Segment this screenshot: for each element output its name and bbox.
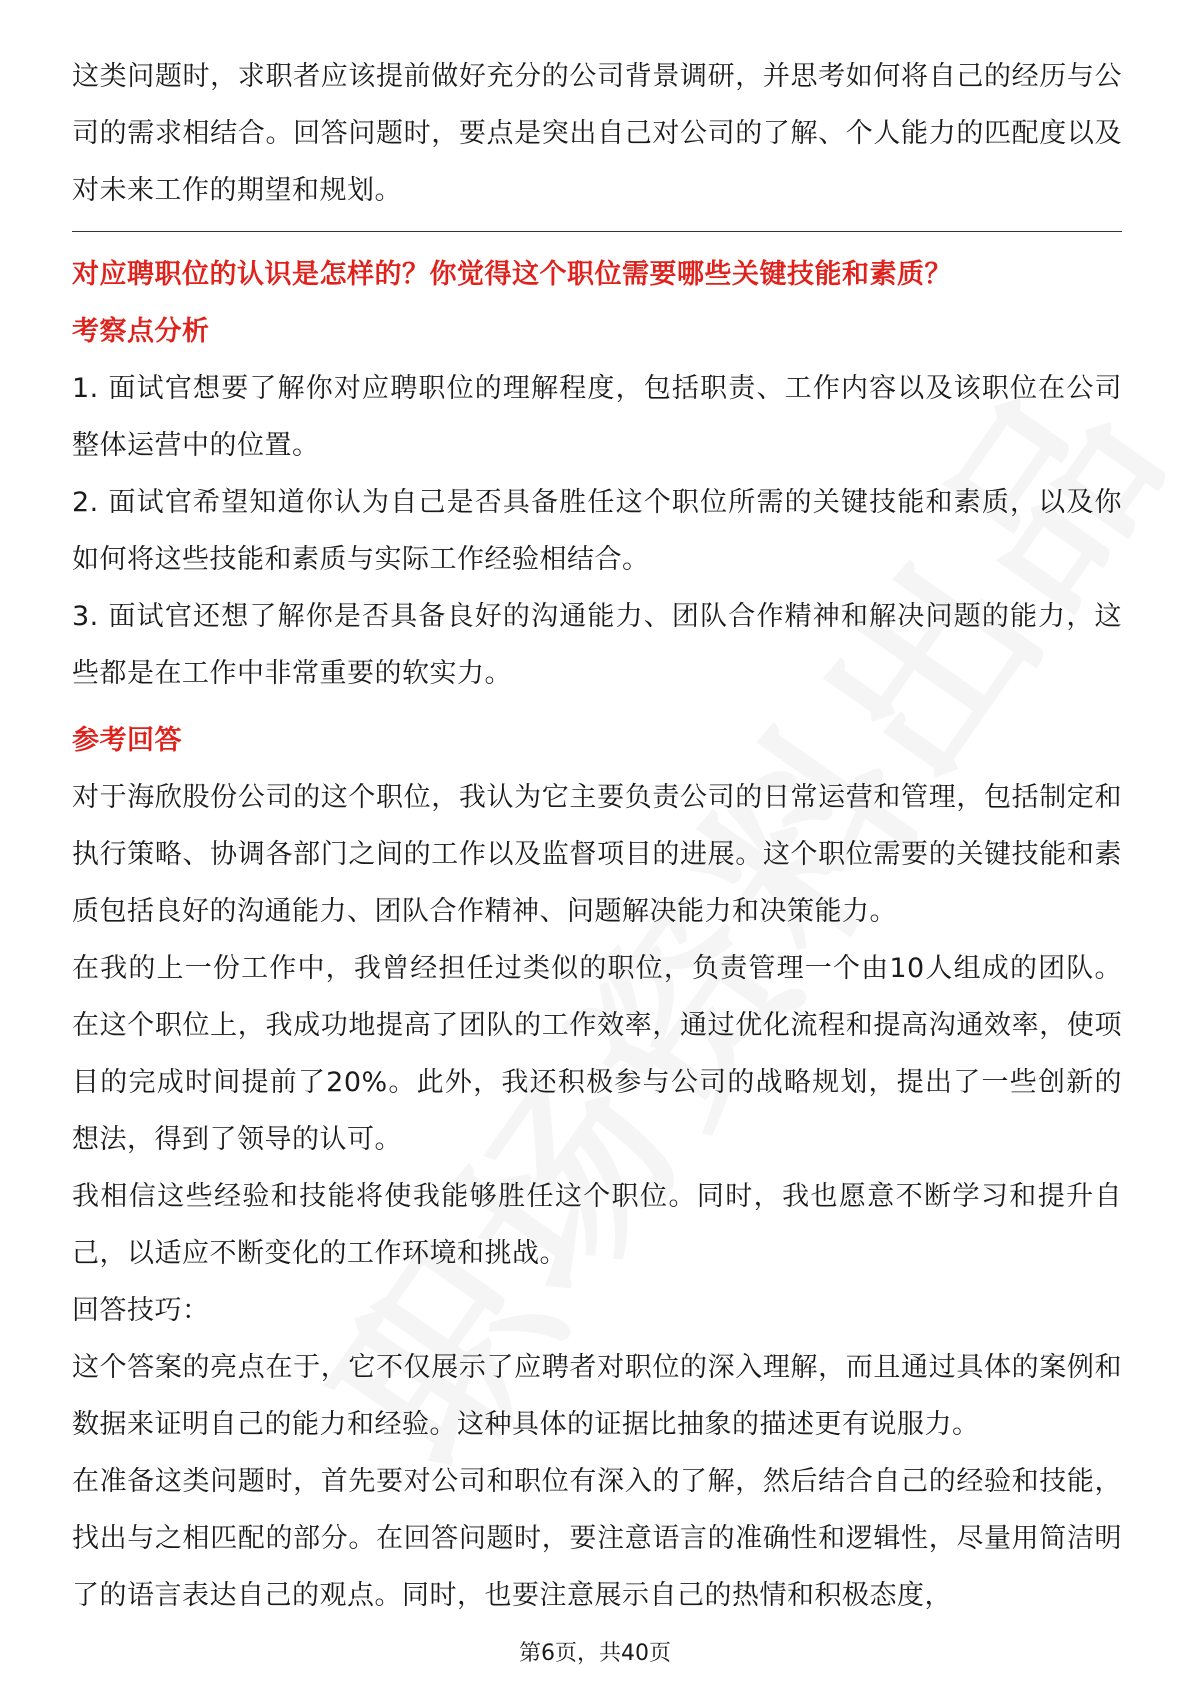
- page-footer: 第6页，共40页: [519, 1641, 671, 1666]
- tips-paragraph-1: 这个答案的亮点在于，它不仅展示了应聘者对职位的深入理解，而且通过具体的案例和数据来证明自己的能力和经验。这种具体的证据比抽象的描述更有说服力。: [72, 1352, 1122, 1440]
- answer-paragraph-3: 我相信这些经验和技能将使我能够胜任这个职位。同时，我也愿意不断学习和提升自己，以适应不断变化的工作环境和挑战。: [72, 1181, 1122, 1269]
- answer-paragraph-1: 对于海欣股份公司的这个职位，我认为它主要负责公司的日常运营和管理，包括制定和执行策略、协调各部门之间的工作以及监督项目的进展。这个职位需要的关键技能和素质包括良好的沟通能力、团队合作精神、问题解决能力和决策能力。: [72, 782, 1122, 927]
- analysis-item-2: 2. 面试官希望知道你认为自己是否具备胜任这个职位所需的关键技能和素质，以及你如何将这些技能和素质与实际工作经验相结合。: [72, 487, 1122, 575]
- answer-heading: 参考回答: [72, 725, 182, 756]
- analysis-item-3: 3. 面试官还想了解你是否具备良好的沟通能力、团队合作精神和解决问题的能力，这些都是在工作中非常重要的软实力。: [72, 601, 1122, 689]
- analysis-item-1: 1. 面试官想要了解你对应聘职位的理解程度，包括职责、工作内容以及该职位在公司整体运营中的位置。: [72, 373, 1122, 461]
- tips-paragraph-2: 在准备这类问题时，首先要对公司和职位有深入的了解，然后结合自己的经验和技能，找出与之相匹配的部分。在回答问题时，要注意语言的准确性和逻辑性，尽量用简洁明了的语言表达自己的观点。同时，也要注意展示自己的热情和积极态度，: [72, 1466, 1122, 1611]
- analysis-heading: 考察点分析: [72, 316, 210, 347]
- intro-paragraph: 这类问题时，求职者应该提前做好充分的公司背景调研，并思考如何将自己的经历与公司的需求相结合。回答问题时，要点是突出自己对公司的了解、个人能力的匹配度以及对未来工作的期望和规划。: [72, 61, 1122, 206]
- section-divider: [72, 231, 1122, 232]
- answer-paragraph-2: 在我的上一份工作中，我曾经担任过类似的职位，负责管理一个由10人组成的团队。在这个职位上，我成功地提高了团队的工作效率，通过优化流程和提高沟通效率，使项目的完成时间提前了20%。此外，我还积极参与公司的战略规划，提出了一些创新的想法，得到了领导的认可。: [72, 953, 1122, 1155]
- document-page: [72, 48, 1122, 1624]
- question-heading: 对应聘职位的认识是怎样的？你觉得这个职位需要哪些关键技能和素质？: [72, 259, 952, 290]
- tips-label: 回答技巧：: [72, 1295, 210, 1326]
